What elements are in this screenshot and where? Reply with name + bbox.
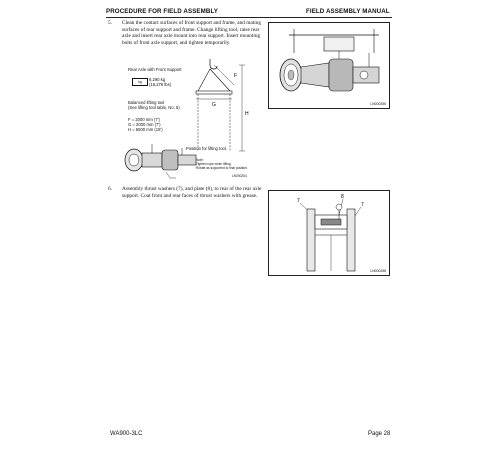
header-rule xyxy=(106,17,392,18)
note-block xyxy=(196,159,248,170)
footer-page-number: Page 28 xyxy=(368,431,391,437)
figure-thrust-washers xyxy=(268,190,390,276)
step-5-line-3: axle and insert rear axle mount into rear support. Insert mounting xyxy=(122,33,261,40)
lifting-tool-line-2: (See lifting tool table, No. 5) xyxy=(128,105,180,110)
rear-axle-drawing xyxy=(122,138,202,183)
header-left-title: PROCEDURE FOR FIELD ASSEMBLY xyxy=(106,8,219,15)
figure-axle-mount xyxy=(268,22,390,109)
note-line-1: Tighten rope when lifting. xyxy=(196,161,232,166)
step-5-number: 5. xyxy=(108,20,112,26)
thrust-washer-drawing xyxy=(269,191,389,275)
label-7-right: 7 xyxy=(361,202,364,208)
lift-diagram-title: Rear Axle with Front Support xyxy=(128,67,182,72)
step-5-line-1: Clean the contact surfaces of front support and frame, and mating xyxy=(122,20,261,26)
label-g: G xyxy=(212,102,216,108)
axle-mount-drawing xyxy=(269,23,389,108)
step-6-line-1: Assembly thrust washers (7), and plate (8), to rear of the rear axle xyxy=(122,186,262,192)
step-5-line-2: surfaces of rear support and frame. Change lifting tool, raise rear xyxy=(122,26,260,33)
weight-lbs: (18,276 lbs) xyxy=(149,82,172,87)
label-h: H xyxy=(245,111,249,117)
label-f: F xyxy=(234,73,238,79)
lifting-tool-line-1: Balanced lifting tool xyxy=(128,100,165,105)
note-title: Note: xyxy=(196,158,204,162)
label-8: 8 xyxy=(341,194,344,200)
h-value: H = 5500 mm (18') xyxy=(128,127,163,132)
f-value: F = 2000 mm (7') xyxy=(128,117,160,122)
weight-box: kg xyxy=(132,78,148,86)
step-6-line-2: support. Coat front and rear faces of thrust washers with grease. xyxy=(122,192,258,199)
step-6-text xyxy=(122,186,282,199)
figure-bottom-right-id: LN000258 xyxy=(370,269,386,273)
footer-model: WA900-3LC xyxy=(110,431,143,437)
step-6-number: 6. xyxy=(108,186,112,192)
g-value: G = 2000 mm (7') xyxy=(128,122,161,127)
step-5-text xyxy=(122,20,282,46)
step-5-line-4: bolts of front axle support, and tighten temporarily. xyxy=(122,39,231,46)
position-note: Position for lifting tool. xyxy=(186,146,227,151)
lift-figure-id: LN000254 xyxy=(232,174,247,178)
weight-kg: 8,290 kg xyxy=(149,77,166,82)
figure-top-right-id: LN000256 xyxy=(370,102,386,106)
label-7-left: 7 xyxy=(297,198,300,204)
note-line-2: Rotate as supported to final position. xyxy=(196,165,248,170)
header-right-title: FIELD ASSEMBLY MANUAL xyxy=(306,8,390,15)
